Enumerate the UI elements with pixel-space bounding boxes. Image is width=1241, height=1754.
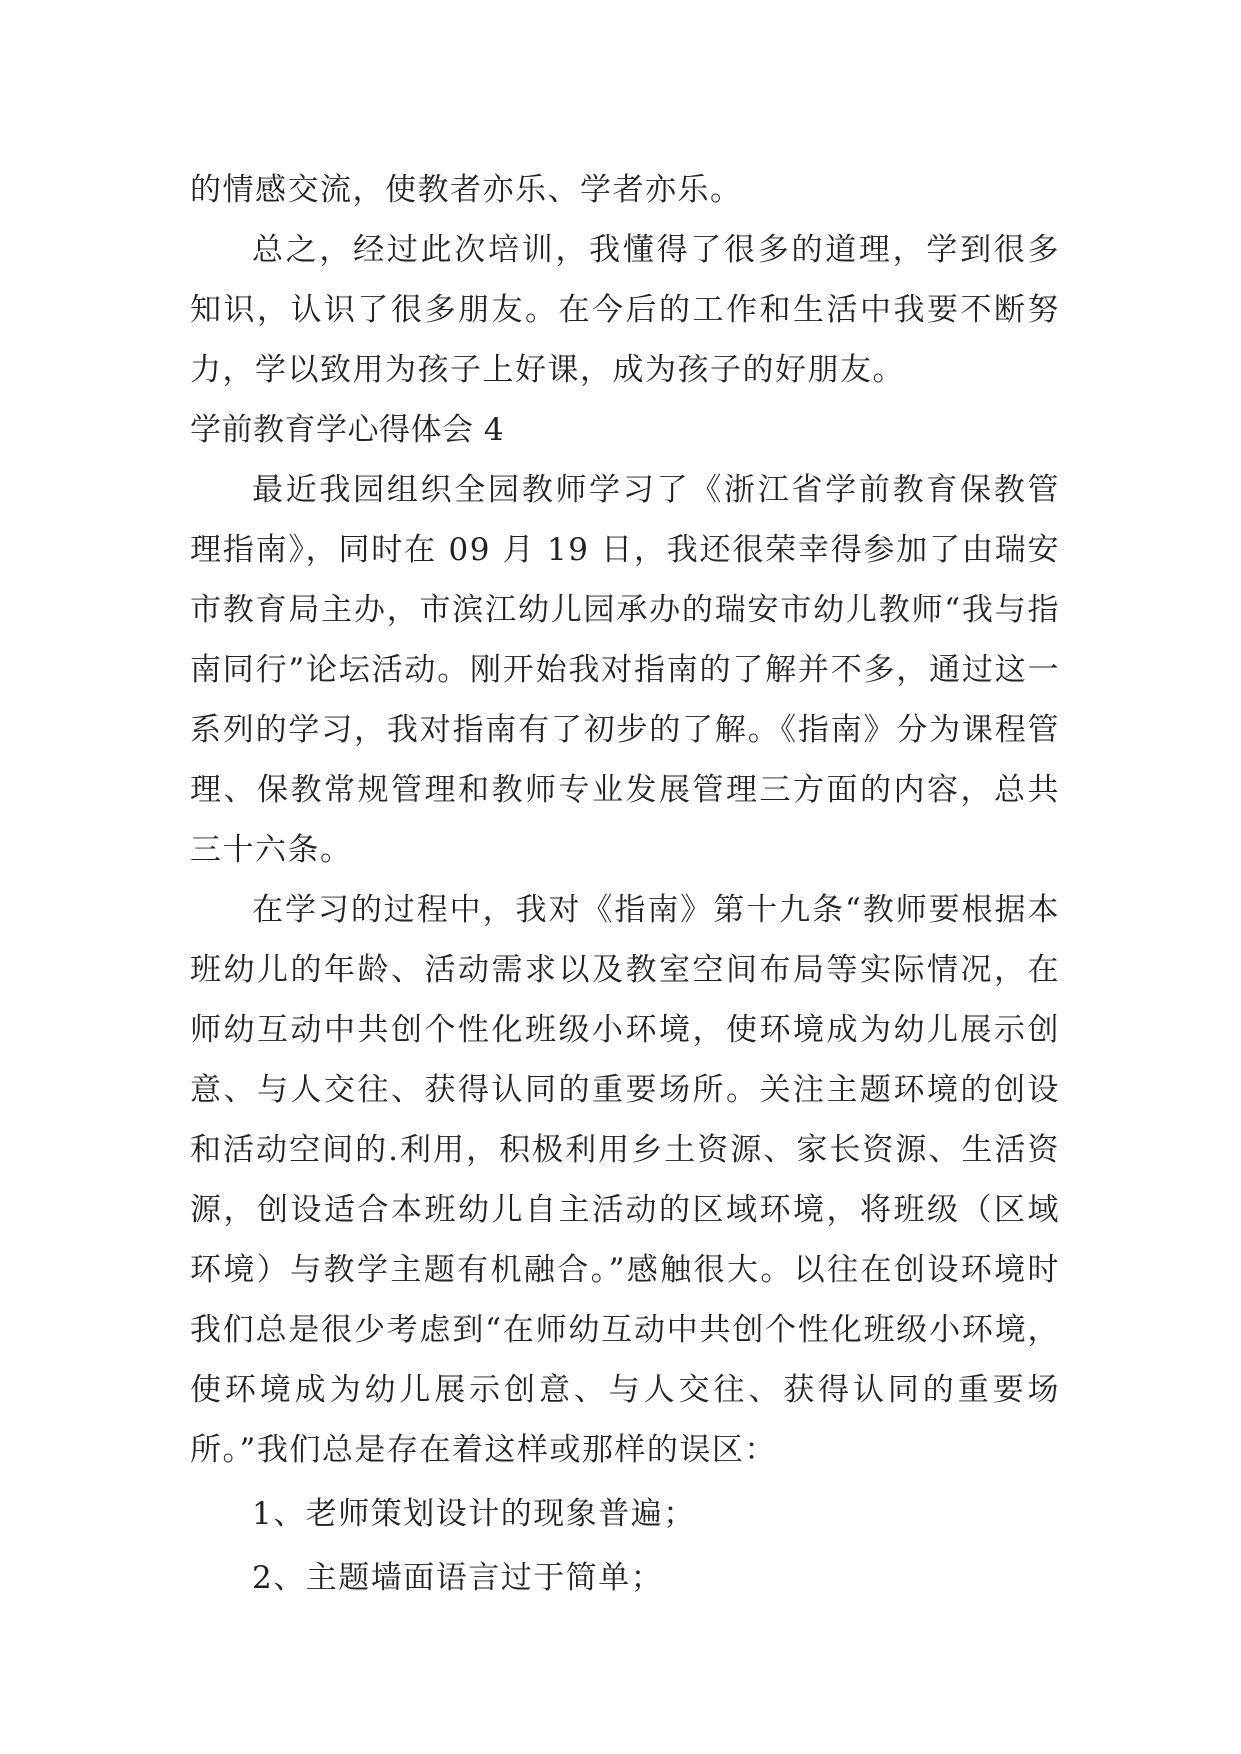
list-item-1: 1、老师策划设计的现象普遍；	[252, 1496, 696, 1532]
continuation-paragraph: 的情感交流，使教者亦乐、学者亦乐。	[190, 172, 743, 208]
list-item-2: 2、主题墙面语言过于简单；	[252, 1560, 664, 1596]
summary-paragraph: 总之，经过此次培训，我懂得了很多的道理，学到很多知识，认识了很多朋友。在今后的工作和生活中我要不断努力，学以致用为孩子上好课，成为孩子的好朋友。	[190, 232, 1060, 388]
document-page	[190, 160, 1060, 1608]
section-title: 学前教育学心得体会 4	[190, 412, 505, 448]
body-paragraph-2: 在学习的过程中，我对《指南》第十九条“教师要根据本班幼儿的年龄、活动需求以及教室空间布局等实际情况，在师幼互动中共创个性化班级小环境，使环境成为幼儿展示创意、与人交往、获得认同的重要场所。关注主题环境的创设和活动空间的.利用，积极利用乡土资源、家长资源、生活资源，创设适合本班幼儿自主活动的区域环境，将班级（区域环境）与教学主题有机融合。”感触很大。以往在创设环境时我们总是很少考虑到“在师幼互动中共创个性化班级小环境，使环境成为幼儿展示创意、与人交往、获得认同的重要场所。”我们总是存在着这样或那样的误区：	[190, 892, 1060, 1468]
body-paragraph-1: 最近我园组织全园教师学习了《浙江省学前教育保教管理指南》，同时在 09 月 19 日，我还很荣幸得参加了由瑞安市教育局主办，市滨江幼儿园承办的瑞安市幼儿教师“我与指南同行”论坛活动。刚开始我对指南的了解并不多，通过这一系列的学习，我对指南有了初步的了解。《指南》分为课程管理、保教常规管理和教师专业发展管理三方面的内容，总共三十六条。	[190, 472, 1060, 868]
